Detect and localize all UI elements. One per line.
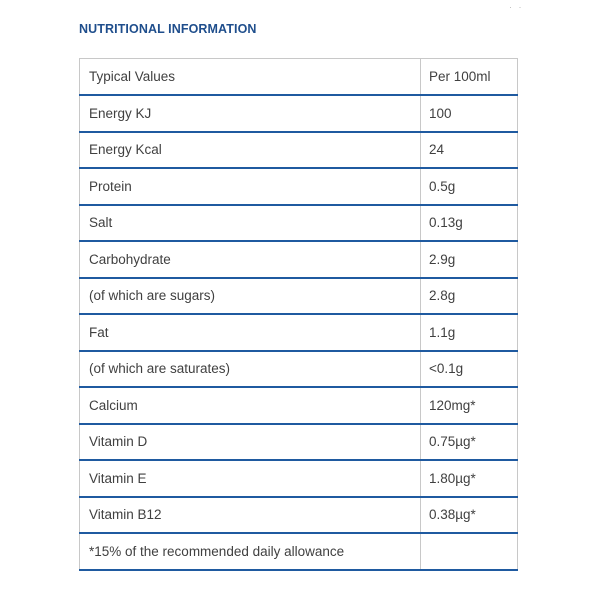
- nutrient-value: 1.1g: [421, 314, 518, 351]
- nutrient-label: Vitamin D: [80, 424, 421, 461]
- nutrition-heading: NUTRITIONAL INFORMATION: [79, 22, 257, 36]
- table-row: [80, 314, 518, 351]
- nutrient-label: Vitamin B12: [80, 497, 421, 534]
- table-row: [80, 95, 518, 132]
- nutrient-value: 0.5g: [421, 168, 518, 205]
- nutrient-label: Salt: [80, 205, 421, 242]
- nutrient-label: (of which are saturates): [80, 351, 421, 388]
- table-row: [80, 460, 518, 497]
- nutrient-value: 100: [421, 95, 518, 132]
- nutrient-label: Energy KJ: [80, 95, 421, 132]
- table-row: [80, 168, 518, 205]
- nutrient-label: Calcium: [80, 387, 421, 424]
- table-row: [80, 351, 518, 388]
- nutrient-value: 2.8g: [421, 278, 518, 315]
- footnote-empty-cell: [421, 533, 518, 570]
- table-row: [80, 278, 518, 315]
- nutrient-value: 0.13g: [421, 205, 518, 242]
- nutrient-label: Carbohydrate: [80, 241, 421, 278]
- nutrient-value: 1.80µg*: [421, 460, 518, 497]
- table-row: [80, 424, 518, 461]
- footnote-row: [80, 533, 518, 570]
- table-row: [80, 132, 518, 169]
- nutrient-label: (of which are sugars): [80, 278, 421, 315]
- nutrient-label: Fat: [80, 314, 421, 351]
- nutrient-value: 120mg*: [421, 387, 518, 424]
- table-header-row: [80, 59, 518, 96]
- header-typical-values: Typical Values: [80, 59, 421, 96]
- header-per-100ml: Per 100ml: [421, 59, 518, 96]
- nutrient-label: Vitamin E: [80, 460, 421, 497]
- table-row: [80, 205, 518, 242]
- corner-decoration: · ·: [509, 2, 524, 12]
- nutrient-label: Protein: [80, 168, 421, 205]
- nutrient-value: 0.75µg*: [421, 424, 518, 461]
- nutrient-value: 0.38µg*: [421, 497, 518, 534]
- table-row: [80, 241, 518, 278]
- nutrient-value: 2.9g: [421, 241, 518, 278]
- table-row: [80, 387, 518, 424]
- table-row: [80, 497, 518, 534]
- nutrient-value: <0.1g: [421, 351, 518, 388]
- nutrient-label: Energy Kcal: [80, 132, 421, 169]
- nutrient-value: 24: [421, 132, 518, 169]
- nutrition-table: [79, 58, 518, 571]
- footnote-text: *15% of the recommended daily allowance: [80, 533, 421, 570]
